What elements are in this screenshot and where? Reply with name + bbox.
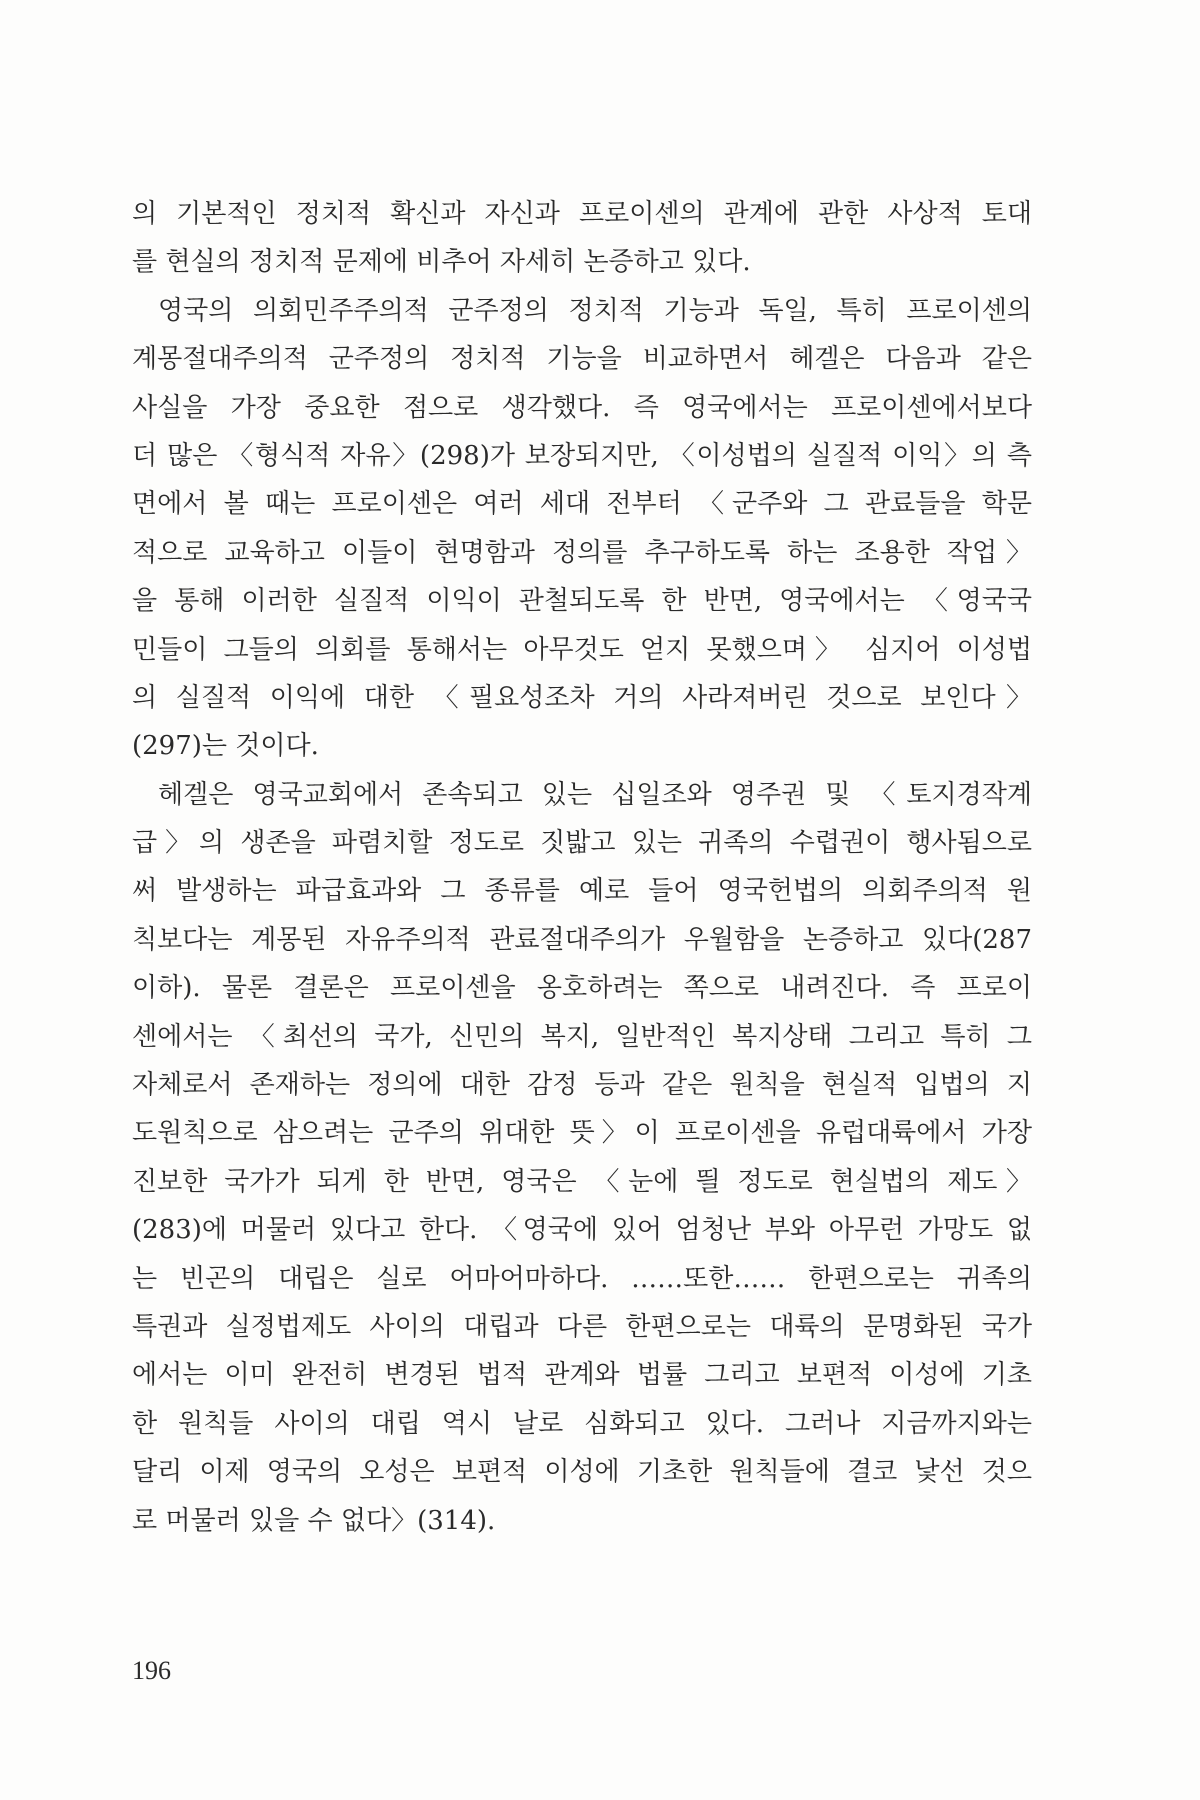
page-number: 196 [132, 1656, 171, 1685]
text-line: 써 발생하는 파급효과와 그 종류를 예로 들어 영국헌법의 의회주의적 원 [132, 876, 1032, 907]
text-line: 헤겔은 영국교회에서 존속되고 있는 십일조와 영주권 및 〈토지경작계 [158, 779, 1032, 810]
text-line: 칙보다는 계몽된 자유주의적 관료절대주의가 우월함을 논증하고 있다(287 [132, 924, 1032, 955]
text-line: 에서는 이미 완전히 변경된 법적 관계와 법률 그리고 보편적 이성에 기초 [132, 1360, 1032, 1391]
text-line: 계몽절대주의적 군주정의 정치적 기능을 비교하면서 헤겔은 다음과 같은 [132, 344, 1032, 375]
text-line: 의 기본적인 정치적 확신과 자신과 프로이센의 관계에 관한 사상적 토대 [132, 199, 1032, 229]
text-line: 도원칙으로 삼으려는 군주의 위대한 뜻〉이 프로이센을 유럽대륙에서 가장 [132, 1118, 1032, 1149]
text-line: 자체로서 존재하는 정의에 대한 감정 등과 같은 원칙을 현실적 입법의 지 [132, 1070, 1032, 1101]
text-line: 는 빈곤의 대립은 실로 어마어마하다. ……또한…… 한편으로는 귀족의 [132, 1263, 1032, 1294]
text-line: 한 원칙들 사이의 대립 역시 날로 심화되고 있다. 그러나 지금까지와는 [132, 1408, 1032, 1439]
text-line: 달리 이제 영국의 오성은 보편적 이성에 기초한 원칙들에 결코 낯선 것으 [132, 1457, 1032, 1488]
text-line: 로 머물러 있을 수 없다〉(314). [132, 1505, 496, 1536]
text-line: 영국의 의회민주주의적 군주정의 정치적 기능과 독일, 특히 프로이센의 [158, 295, 1032, 326]
text-line: 더 많은 〈형식적 자유〉(298)가 보장되지만, 〈이성법의 실질적 이익〉의 측 [132, 440, 1032, 471]
text-line: 면에서 볼 때는 프로이센은 여러 세대 전부터 〈군주와 그 관료들을 학문 [132, 489, 1032, 520]
text-line: 급〉의 생존을 파렴치할 정도로 짓밟고 있는 귀족의 수렵권이 행사됨으로 [132, 828, 1032, 859]
text-line: 진보한 국가가 되게 한 반면, 영국은 〈눈에 띌 정도로 현실법의 제도〉 [132, 1166, 1032, 1197]
text-line: 민들이 그들의 의회를 통해서는 아무것도 얻지 못했으며〉 심지어 이성법 [132, 634, 1032, 665]
text-line: (297)는 것이다. [132, 731, 319, 762]
body-text [132, 190, 1032, 1545]
text-line: 센에서는 〈최선의 국가, 신민의 복지, 일반적인 복지상태 그리고 특히 그 [132, 1021, 1032, 1052]
text-line: (283)에 머물러 있다고 한다. 〈영국에 있어 엄청난 부와 아무런 가망도 없 [132, 1215, 1032, 1246]
text-line: 특권과 실정법제도 사이의 대립과 다른 한편으로는 대륙의 문명화된 국가 [132, 1311, 1032, 1342]
text-line: 을 통해 이러한 실질적 이익이 관철되도록 한 반면, 영국에서는 〈영국국 [132, 586, 1032, 617]
text-line: 이하). 물론 결론은 프로이센을 옹호하려는 쪽으로 내려진다. 즉 프로이 [132, 973, 1032, 1004]
text-line: 를 현실의 정치적 문제에 비추어 자세히 논증하고 있다. [132, 247, 751, 278]
text-line: 사실을 가장 중요한 점으로 생각했다. 즉 영국에서는 프로이센에서보다 [132, 392, 1032, 423]
text-line: 의 실질적 이익에 대한 〈필요성조차 거의 사라져버린 것으로 보인다〉 [132, 682, 1032, 713]
text-line: 적으로 교육하고 이들이 현명함과 정의를 추구하도록 하는 조용한 작업〉 [132, 537, 1032, 568]
